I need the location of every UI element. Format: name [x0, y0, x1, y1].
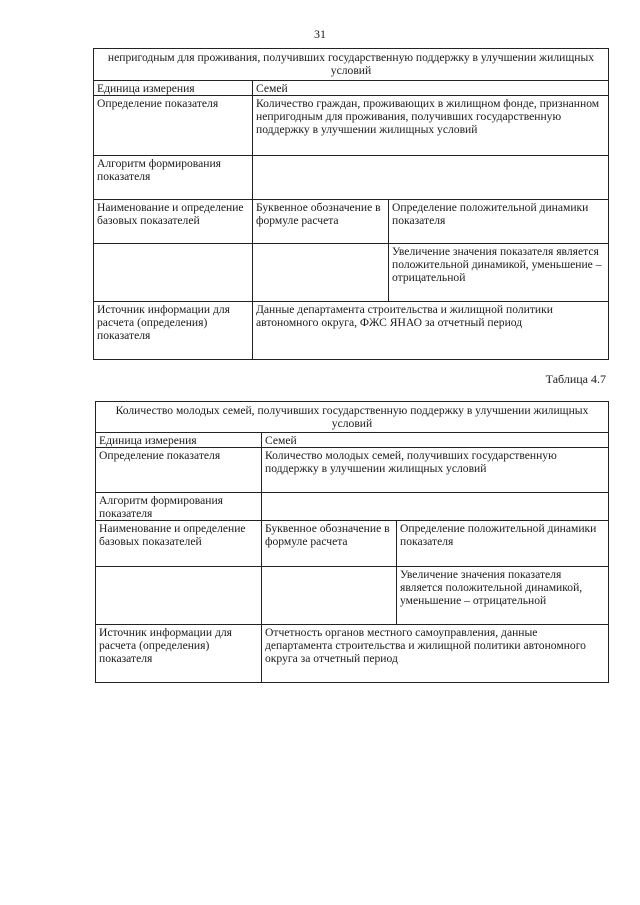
letter-notation-value — [262, 567, 397, 625]
dynamics-value: Увеличение значения показателя является положительной динамикой, уменьшение – отрицательной — [389, 244, 609, 302]
base-indicators-value — [96, 567, 262, 625]
algorithm-value — [253, 156, 609, 200]
algorithm-value — [262, 493, 609, 521]
unit-value: Семей — [253, 81, 609, 96]
algorithm-label: Алгоритм формирования показателя — [94, 156, 253, 200]
algorithm-label: Алгоритм формирования показателя — [96, 493, 262, 521]
source-label: Источник информации для расчета (определения) показателя — [94, 302, 253, 360]
dynamics-label: Определение положительной динамики показателя — [397, 521, 609, 567]
letter-notation-value — [253, 244, 389, 302]
unit-value: Семей — [262, 433, 609, 448]
dynamics-value: Увеличение значения показателя является положительной динамикой, уменьшение – отрицательной — [397, 567, 609, 625]
page-number: 31 — [314, 27, 326, 41]
letter-notation-label: Буквенное обозначение в формуле расчета — [262, 521, 397, 567]
base-indicators-value — [94, 244, 253, 302]
base-indicators-label: Наименование и определение базовых показателей — [94, 200, 253, 244]
definition-value: Количество граждан, проживающих в жилищном фонде, признанном непригодным для проживания, получивших государственную поддержку в улучшении жилищных условий — [253, 96, 609, 156]
table-caption: Таблица 4.7 — [545, 372, 606, 386]
unit-label: Единица измерения — [94, 81, 253, 96]
base-indicators-label: Наименование и определение базовых показателей — [96, 521, 262, 567]
table-title: Количество молодых семей, получивших государственную поддержку в улучшении жилищных условий — [96, 402, 609, 433]
table-title: непригодным для проживания, получивших государственную поддержку в улучшении жилищных условий — [94, 49, 609, 81]
dynamics-label: Определение положительной динамики показателя — [389, 200, 609, 244]
definition-label: Определение показателя — [94, 96, 253, 156]
source-value: Данные департамента строительства и жилищной политики автономного округа, ФЖС ЯНАО за отчетный период — [253, 302, 609, 360]
unit-label: Единица измерения — [96, 433, 262, 448]
definition-label: Определение показателя — [96, 448, 262, 493]
indicator-table-2 — [95, 401, 609, 683]
source-label: Источник информации для расчета (определения) показателя — [96, 625, 262, 683]
letter-notation-label: Буквенное обозначение в формуле расчета — [253, 200, 389, 244]
indicator-table-1 — [93, 48, 609, 360]
definition-value: Количество молодых семей, получивших государственную поддержку в улучшении жилищных условий — [262, 448, 609, 493]
source-value: Отчетность органов местного самоуправления, данные департамента строительства и жилищной политики автономного округа за отчетный период — [262, 625, 609, 683]
